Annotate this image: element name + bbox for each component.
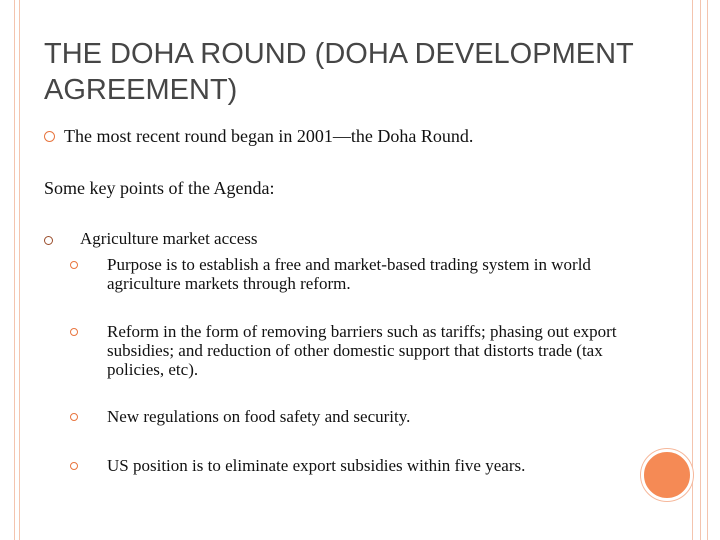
bullet-circle-icon — [70, 328, 78, 336]
accent-circle — [641, 449, 693, 501]
bullet-circle-icon — [70, 462, 78, 470]
left-border-line-inner — [19, 0, 20, 540]
bullet-circle-icon — [44, 131, 55, 142]
left-border-line-outer — [14, 0, 15, 540]
bullet-circle-icon — [70, 261, 78, 269]
agenda-point-text: Purpose is to establish a free and market-based trading system in world agriculture markets through reform. — [107, 255, 591, 293]
agenda-point-text: US position is to eliminate export subsidies within five years. — [107, 456, 526, 475]
bullet-circle-icon — [70, 413, 78, 421]
bullet-circle-icon — [44, 236, 53, 245]
agenda-point-text: Reform in the form of removing barriers such as tariffs; phasing out export subsidies; and reduction of other domestic support that distorts trade (tax policies, etc). — [107, 322, 617, 379]
agenda-point-text: New regulations on food safety and security. — [107, 407, 411, 426]
right-border-line-right — [707, 0, 708, 540]
agenda-item-text: Agriculture market access — [80, 229, 258, 248]
slide-title: THE DOHA ROUND (DOHA DEVELOPMENT AGREEMENT) — [44, 38, 634, 106]
main-bullet-text: The most recent round began in 2001—the Doha Round. — [64, 126, 474, 146]
agenda-subheading: Some key points of the Agenda: — [44, 178, 275, 198]
right-border-line-left — [692, 0, 693, 540]
right-border-line-middle — [700, 0, 701, 540]
